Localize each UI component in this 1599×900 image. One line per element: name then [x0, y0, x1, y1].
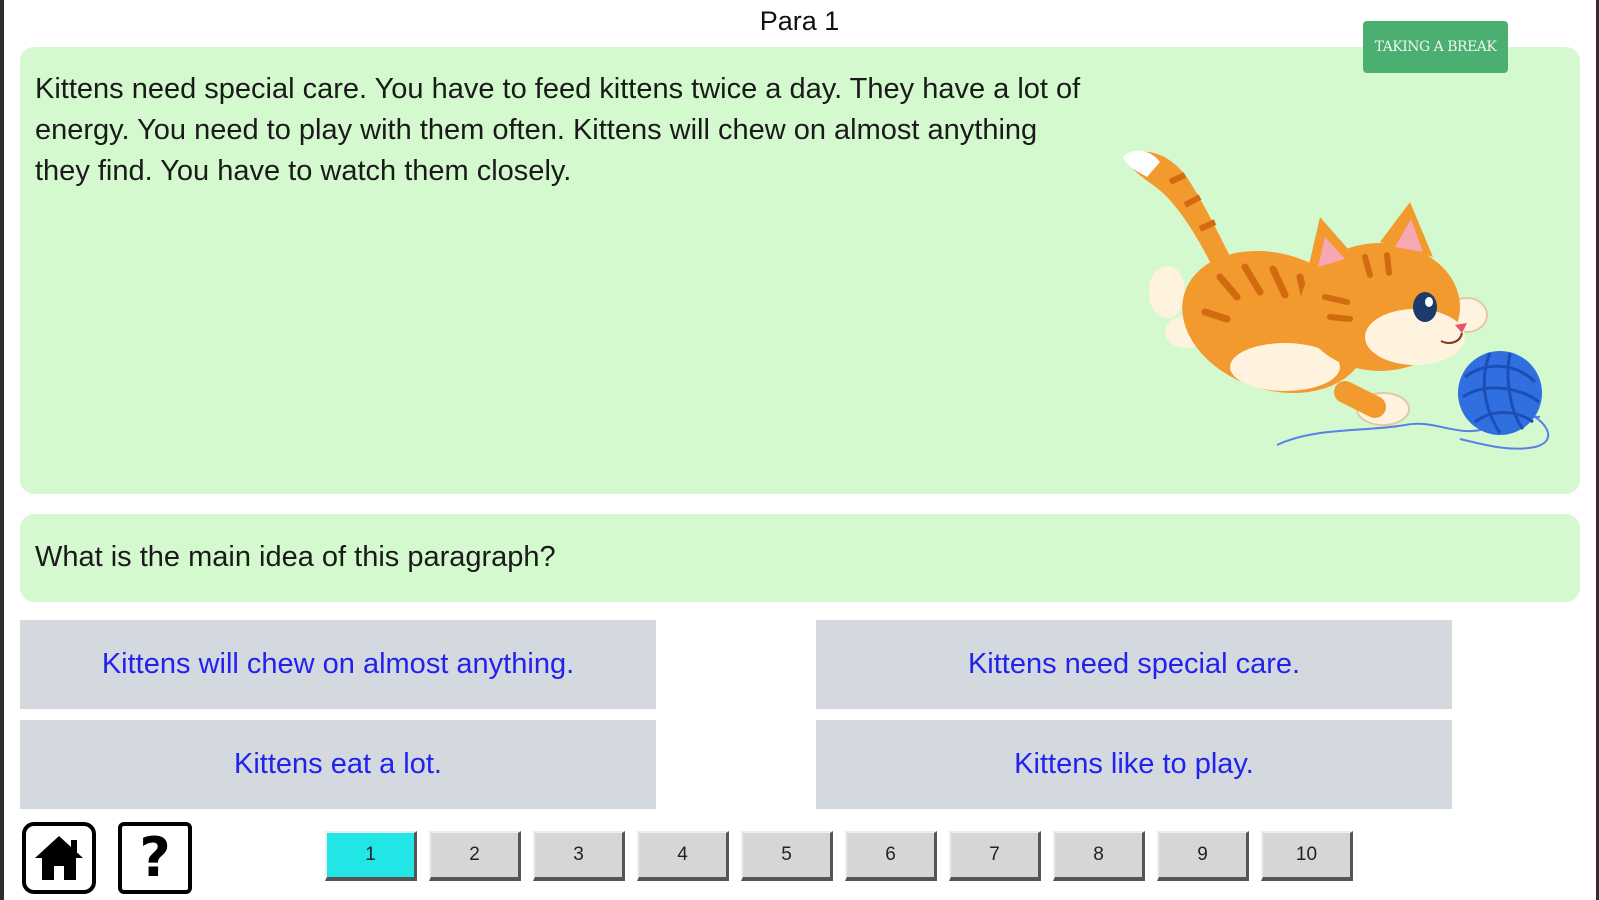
home-button[interactable]	[22, 822, 96, 894]
page-tab-4[interactable]: 4	[637, 831, 729, 881]
page-tab-8[interactable]: 8	[1053, 831, 1145, 881]
passage-text: Kittens need special care. You have to feed kittens twice a day. They have a lot of energy. You need to play with them often. Kittens will chew on almost anything they find. You have to watch them closely.	[35, 73, 1081, 187]
page-title: Para 1	[759, 6, 840, 36]
kitten-with-yarn-illustration	[1115, 97, 1595, 457]
answer-option-4[interactable]: Kittens like to play.	[816, 720, 1452, 809]
page-tab-3[interactable]: 3	[533, 831, 625, 881]
page-tab-7[interactable]: 7	[949, 831, 1041, 881]
page-tab-5[interactable]: 5	[741, 831, 833, 881]
answer-option-1[interactable]: Kittens will chew on almost anything.	[20, 620, 656, 709]
page-tab-10[interactable]: 10	[1261, 831, 1353, 881]
window-left-border	[0, 0, 4, 900]
taking-a-break-button[interactable]: TAKING A BREAK	[1363, 21, 1508, 73]
page-tab-2[interactable]: 2	[429, 831, 521, 881]
question-text: What is the main idea of this paragraph?	[35, 541, 556, 573]
help-button[interactable]	[118, 822, 192, 894]
page-tab-6[interactable]: 6	[845, 831, 937, 881]
passage-panel	[20, 47, 1580, 494]
question-panel	[20, 514, 1580, 602]
page-tab-1[interactable]: 1	[325, 831, 417, 881]
page-tab-9[interactable]: 9	[1157, 831, 1249, 881]
home-icon	[31, 832, 87, 884]
answer-option-2[interactable]: Kittens need special care.	[816, 620, 1452, 709]
question-mark-icon: ?	[139, 826, 171, 889]
answer-option-3[interactable]: Kittens eat a lot.	[20, 720, 656, 809]
